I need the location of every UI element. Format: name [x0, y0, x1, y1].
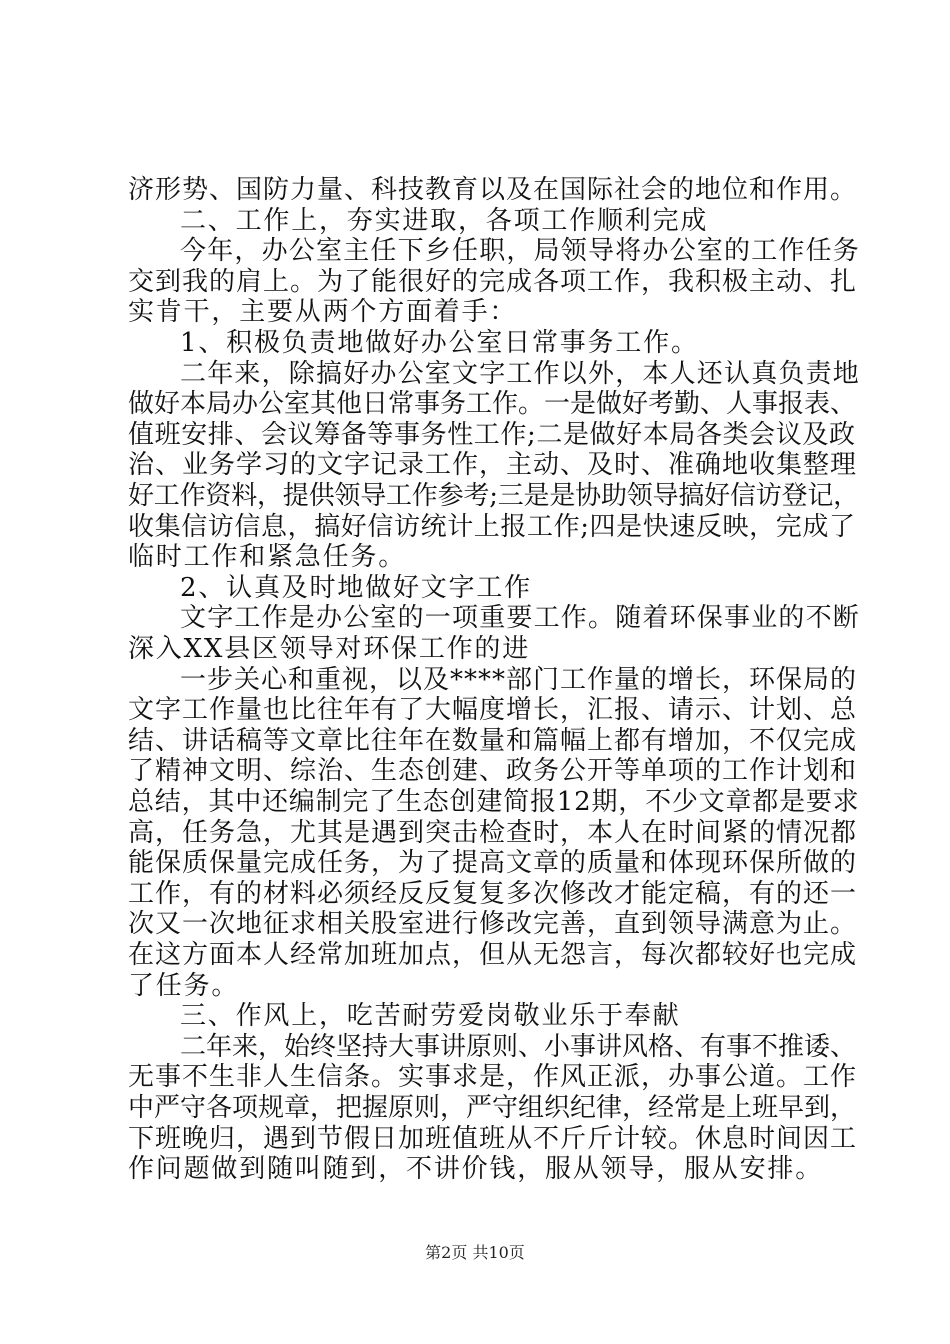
- body-line: 文字工作量也比往年有了大幅度增长，汇报、请示、计划、总: [128, 695, 858, 725]
- body-line: 深入XX县区领导对环保工作的进: [128, 634, 531, 664]
- body-line: 工作，有的材料必须经反反复复多次修改才能定稿，有的还一: [128, 879, 858, 909]
- paragraph-first-line: 今年，办公室主任下乡任职，局领导将办公室的工作任务: [180, 236, 861, 266]
- section-heading: 三、作风上，吃苦耐劳爱岗敬业乐于奉献: [180, 1001, 681, 1031]
- body-line: 实肯干，主要从两个方面着手：: [128, 297, 518, 327]
- body-line: 好工作资料，提供领导工作参考;三是是协助领导搞好信访登记，: [128, 481, 859, 511]
- subsection-heading: 1、积极负责地做好办公室日常事务工作。: [180, 328, 699, 358]
- body-line: 了任务。: [128, 971, 240, 1001]
- page-number-footer: 第2页 共10页: [425, 1243, 525, 1262]
- subsection-heading: 2、认真及时地做好文字工作: [180, 573, 532, 603]
- body-line: 高，任务急，尤其是遇到突击检查时，本人在时间紧的情况都: [128, 818, 858, 848]
- body-line: 治、业务学习的文字记录工作，主动、及时、准确地收集整理: [128, 450, 858, 480]
- body-line: 总结，其中还编制完了生态创建简报12期，不少文章都是要求: [128, 787, 860, 817]
- body-line: 能保质保量完成任务，为了提高文章的质量和体现环保所做的: [128, 848, 858, 878]
- body-line: 临时工作和紧急任务。: [128, 542, 407, 572]
- paragraph-first-line: 一步关心和重视，以及****部门工作量的增长，环保局的: [180, 665, 858, 695]
- body-line: 在这方面本人经常加班加点，但从无怨言，每次都较好也完成: [128, 940, 858, 970]
- body-line: 做好本局办公室其他日常事务工作。一是做好考勤、人事报表、: [128, 389, 857, 419]
- body-line: 结、讲话稿等文章比往年在数量和篇幅上都有增加，不仅完成: [128, 726, 858, 756]
- section-heading: 二、工作上，夯实进取，各项工作顺利完成: [180, 206, 709, 236]
- body-line: 下班晚归，遇到节假日加班值班从不斤斤计较。休息时间因工: [128, 1124, 858, 1154]
- body-line: 无事不生非人生信条。实事求是，作风正派，办事公道。工作: [128, 1062, 858, 1092]
- paragraph-first-line: 文字工作是办公室的一项重要工作。随着环保事业的不断: [180, 603, 861, 633]
- body-line: 交到我的肩上。为了能很好的完成各项工作，我积极主动、扎: [128, 267, 858, 297]
- body-line: 次又一次地征求相关股室进行修改完善，直到领导满意为止。: [128, 909, 858, 939]
- paragraph-first-line: 二年来，除搞好办公室文字工作以外，本人还认真负责地: [180, 359, 861, 389]
- body-line: 作问题做到随叫随到，不讲价钱，服从领导，服从安排。: [128, 1154, 824, 1184]
- body-line: 中严守各项规章，把握原则，严守组织纪律，经常是上班早到，: [128, 1093, 857, 1123]
- body-line: 济形势、国防力量、科技教育以及在国际社会的地位和作用。: [128, 175, 858, 205]
- body-line: 收集信访信息，搞好信访统计上报工作;四是快速反映，完成了: [128, 512, 856, 542]
- body-line: 了精神文明、综治、生态创建、政务公开等单项的工作计划和: [128, 756, 858, 786]
- paragraph-first-line: 二年来，始终坚持大事讲原则、小事讲风格、有事不推诿、: [180, 1032, 857, 1062]
- body-line: 值班安排、会议筹备等事务性工作;二是做好本局各类会议及政: [128, 420, 856, 450]
